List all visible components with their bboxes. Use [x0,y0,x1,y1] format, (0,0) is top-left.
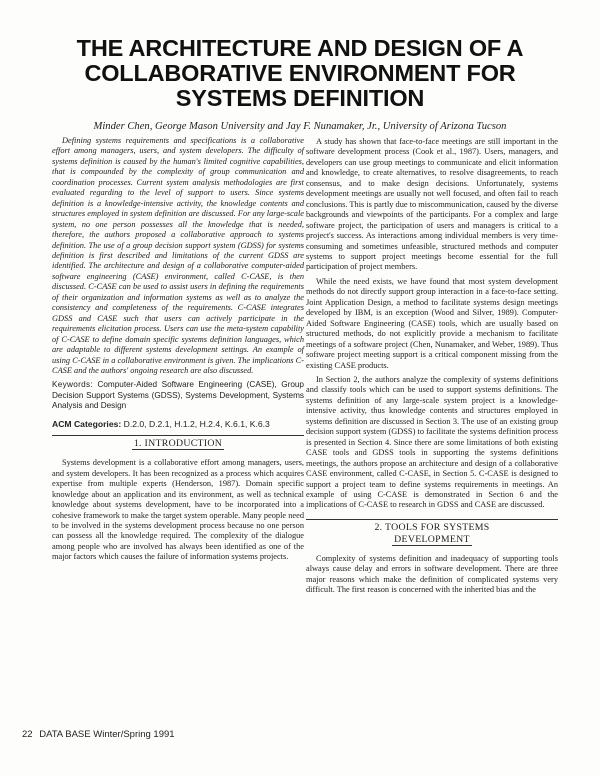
author-line: Minder Chen, George Mason University and Jay F. Nunamaker, Jr., University of Arizona Tucson [93,121,507,132]
journal-name: DATA BASE Winter/Spring 1991 [39,729,175,740]
section-2-paragraph: Complexity of systems definition and inadequacy of supporting tools always cause delay and errors in software development. There are three major reasons which make the definition of complicated systems very difficult. The first reason is concerned with the inherited bias and the [306,553,558,595]
title-line-1: THE ARCHITECTURE AND DESIGN OF A [76,35,524,61]
section-2-title-line-1: 2. TOOLS FOR SYSTEMS [374,521,490,533]
section-2-heading [306,519,558,546]
page-footer [22,729,179,740]
acm-label: ACM Categories: [52,418,122,429]
title-line-2: COLLABORATIVE ENVIRONMENT FOR [84,60,516,86]
right-paragraph-3: In Section 2, the authors analyze the complexity of systems definitions and classify tools which can be used to support systems definitions. The systems definition of any large-scale system project is a knowledge-intensive activity, thus knowledge contents and structures employed in systems definition are discussed in Section 3. The use of an existing group decision support system (GDSS) to facilitate the systems definition process is presented in Section 4. Since there are some limitations of both existing CASE tools and GDSS tools in supporting the systems definitions meetings, the authors propose an architecture and design of a collaborative CASE environment, called C-CASE, in Section 5. C-CASE is designed to support a project team to define systems requirements in meetings. An example of using C-CASE is demonstrated in Section 6 and the implications of C-CASE to research in GDSS and CASE are discussed. [306,374,558,510]
page-number: 22 [22,729,33,740]
section-2-title-line-2: DEVELOPMENT [394,533,470,545]
left-column [52,136,304,567]
keywords-text: Computer-Aided Software Engineering (CASE), Group Decision Support Systems (GDSS), Systems Development, Systems Analysis and Design [52,380,304,411]
abstract: Defining systems requirements and specifications is a collaborative effort among managers, users, and system developers. The difficulty of systems definition is caused by the human's limited cognitive capabilities, that is compounded by the complexity of group communication and coordination processes. Current system analysis methodologies are first evaluated regarding to the level of support to users. Since systems definition is a knowledge-intensive activity, the knowledge contents and structures employed in system definition are discussed. For any large-scale system, no one person possesses all the knowledge that is needed, therefore, the authors proposed a collaborative approach to systems definition. The use of a group decision support system (GDSS) for systems definition is first described and limitations of the current GDSS are identified. The architecture and design of a collaborative computer-aided software engineering (CASE) environment, called C-CASE, is then discussed. C-CASE can be used to assist users in defining the requirements of their organization and information systems as well as to analyze the consistency and completeness of the requirements. C-CASE integrates GDSS and CASE such that users can actively participate in the requirements elicitation process. Users can use the meta-system capability of C-CASE to define domain specific systems definition languages, which are adaptable to different systems development settings. An example of using C-CASE in a collaborative environment is given. The implications C-CASE and the authors' ongoing research are also discussed. [52,136,304,375]
section-1-heading [52,435,304,450]
keywords [52,380,304,411]
right-paragraph-1: A study has shown that face-to-face meetings are still important in the software development process (Cook et al., 1987). Users, managers, and developers can use group meetings to communicate and elicit information and knowledge, to create alternatives, to resolve disagreements, to reach consensus, and to make design decisions. Unfortunately, systems development meetings are usually not well focused, and often fail to reach conclusions. This is partly due to miscommunication, caused by the diverse backgrounds and viewpoints of the participants. For a complex and large software project, the participation of users and managers is critical to a project's success. As interactions among individual members is very time-consuming and sometimes unfeasible, structured methods and computer systems to support project meetings become essential for the full participation of project members. [306,137,558,272]
acm-categories [52,419,304,430]
right-column [306,137,558,600]
title-line-3: SYSTEMS DEFINITION [175,85,425,111]
section-1-paragraph: Systems development is a collaborative effort among managers, users, and system developers. It has been recognized as a process which acquires expertise from multiple experts (Henderson, 1987). Domain specific knowledge about an application and its environment, as well as technical knowledge about systems development, have to be incorporated into a cohesive framework to make the target system operable. Many people need to be involved in the systems development process because no one person can possess all the knowledge required. The complexity of the dialogue among people who are involved has always been identified as one of the major factors which causes the failure of information systems projects. [52,458,304,562]
acm-text: D.2.0, D.2.1, H.1.2, H.2.4, K.6.1, K.6.3 [123,418,270,429]
paper-title [40,36,560,111]
keywords-label: Keywords: [52,380,93,390]
section-1-title: 1. INTRODUCTION [133,438,223,450]
right-paragraph-2: While the need exists, we have found that most system development methods do not directly support group interaction in a face-to-face setting. Joint Application Design, a method to facilitate systems design meetings developed by IBM, is an exception (Wood and Silver, 1989). Computer-Aided Software Engineering (CASE) tools, which are usually based on structured methods, do not explicitly provide a mechanism to facilitate meetings of a software project (Chen, Nunamaker, and Weber, 1989). Thus software project meeting support is a critical component missing from the existing CASE products. [306,276,558,370]
